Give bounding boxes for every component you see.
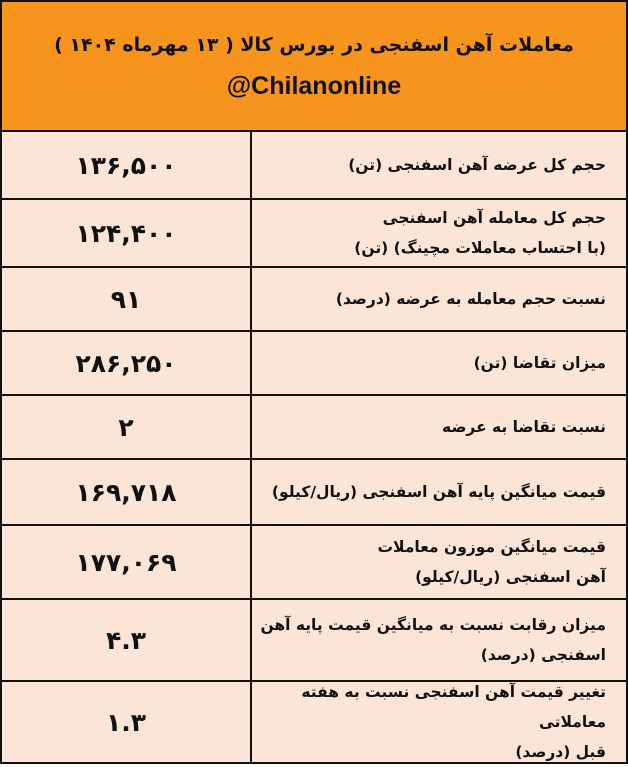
- row-label-line: میزان رقابت نسبت به میانگین قیمت پایه آهن: [260, 616, 606, 634]
- row-label: [250, 396, 626, 458]
- row-label-line: میزان تقاضا (تن): [473, 354, 606, 372]
- table-title: معاملات آهن اسفنجی در بورس کالا ( ۱۳ مهرماه ۱۴۰۴ ): [54, 34, 574, 56]
- table-row: [2, 396, 626, 460]
- row-value: ۴.۳: [105, 625, 146, 655]
- row-value: ۱۳۶,۵۰۰: [75, 150, 177, 180]
- row-value: ۱۶۹,۷۱۸: [75, 477, 177, 507]
- table-row: [2, 200, 626, 268]
- table-row: [2, 132, 626, 200]
- table-row: [2, 460, 626, 526]
- row-value: ۹۱: [110, 284, 142, 314]
- row-label-line: اسفنجی (درصد): [480, 646, 606, 664]
- row-label-line: حجم کل معامله آهن اسفنجی: [382, 209, 606, 227]
- row-label: [250, 460, 626, 524]
- row-label-line: نسبت حجم معامله به عرضه (درصد): [335, 290, 606, 308]
- row-label-line: قیمت میانگین موزون معاملات: [377, 538, 606, 556]
- row-label-line: (با احتساب معاملات مچینگ) (تن): [354, 239, 606, 257]
- row-value: ۱۷۷,۰۶۹: [75, 547, 177, 577]
- row-label: [250, 332, 626, 394]
- table-row: [2, 682, 626, 762]
- row-label: [250, 268, 626, 330]
- row-label-line: قبل (درصد): [515, 743, 606, 761]
- table-row: [2, 268, 626, 332]
- row-value: ۱۲۴,۴۰۰: [75, 218, 177, 248]
- row-label: [250, 682, 626, 762]
- table-row: [2, 332, 626, 396]
- row-label: [250, 132, 626, 198]
- table-row: [2, 600, 626, 682]
- row-value: ۲۸۶,۲۵۰: [75, 348, 177, 378]
- row-label-line: تغییر قیمت آهن اسفنجی نسبت به هفته معاملاتی: [301, 683, 606, 731]
- row-label-line: آهن اسفنجی (ریال/کیلو): [415, 568, 606, 586]
- table-header: [2, 2, 626, 132]
- table-row: [2, 526, 626, 600]
- row-label-line: نسبت تقاضا به عرضه: [442, 418, 606, 436]
- channel-handle: @Chilanonline: [226, 72, 402, 100]
- row-value: ۱.۳: [105, 707, 146, 737]
- row-label-line: قیمت میانگین پایه آهن اسفنجی (ریال/کیلو): [271, 483, 606, 501]
- row-label-line: حجم کل عرضه آهن اسفنجی (تن): [348, 156, 606, 174]
- row-value: ۲: [118, 412, 134, 442]
- row-label: [250, 600, 626, 680]
- row-label: [250, 526, 626, 598]
- row-label: [250, 200, 626, 266]
